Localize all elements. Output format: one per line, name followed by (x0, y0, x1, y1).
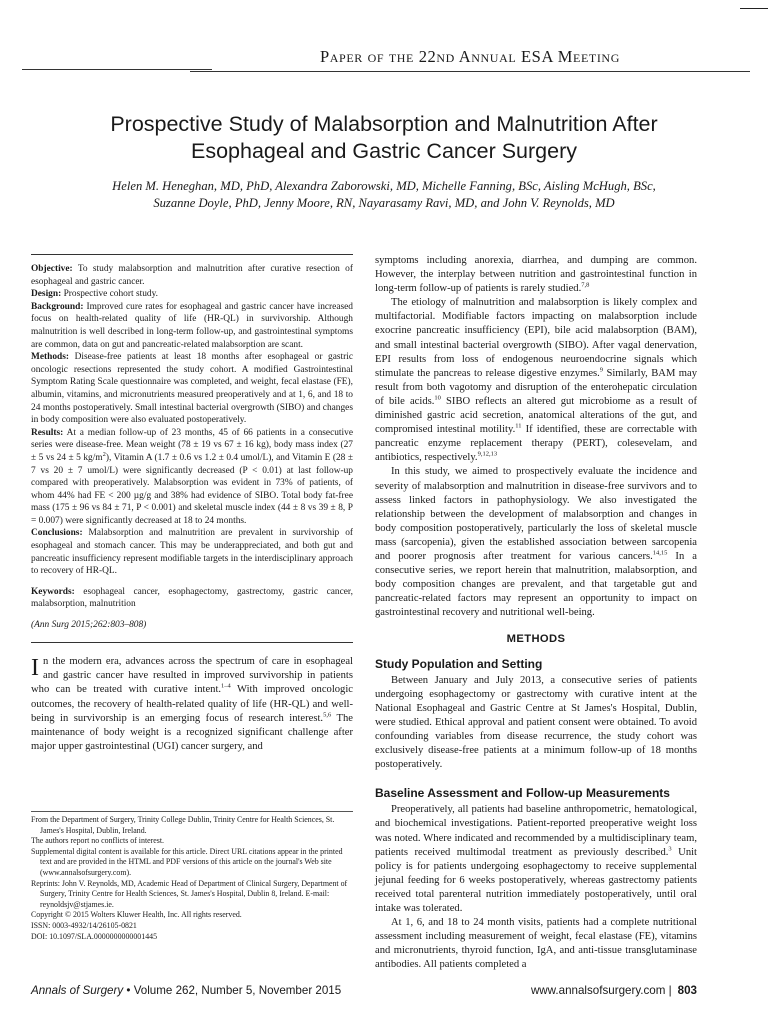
reprints-note: Reprints: John V. Reynolds, MD, Academic Head of Department of Clinical Surgery, Department of Surgery, Trinity Centre for Health Sciences, St. James's Hospital, Dublin 8, Ireland. E-mail: reynoldsjv@stjames.ie. (31, 878, 348, 909)
meeting-header: Paper of the 22nd Annual ESA Meeting (190, 47, 750, 72)
subheading-study-population: Study Population and Setting (375, 656, 543, 671)
keywords: Keywords: esophageal cancer, esophagectomy, gastrectomy, gastric cancer, malabsorption, malnutrition (31, 586, 353, 610)
abstract-methods: Methods: Disease-free patients at least 18 months after esophageal or gastric oncologic resections represented the study cohort. A modified Gastrointestinal Symptom Rating Scale questionnaire was completed, and weight, fecal elastase (FE), albumin, vitamins, and micronutrients measured preoperatively and at 1, 6, and 18 to 24 months postoperatively. Small intestinal bacterial overgrowth (SIBO) and changes in body composition were also evaluated postoperatively. (31, 352, 353, 426)
body-paragraph-6: At 1, 6, and 18 to 24 month visits, patients had a complete nutritional assessment including measurement of weight, fecal elastase (FE), vitamins and micronutrients, thyroid function, IgA, and anti-tissue transglutaminase antibodies. All patients completed a (375, 917, 697, 971)
body-paragraph-2: The etiology of malnutrition and malabsorption is likely complex and multifactorial. Modifiable factors impacting on malabsorption include exocrine pancreatic insufficiency (EPI), bile acid malabsorption (BAM), and small intestinal bacterial overgrowth (SIBO). After vagal denervation, EPI results from loss of endogenous neuroendocrine signals which stimulate the pancreas to release digestive enzymes.$^9$ Similarly, BAM may result from both vagotomy and disruption of the enterohepatic circulation of bile acids.$^{10}$ SIBO reflects an altered gut microbiome as a result of diminished gastric acid secretion, anatomical alterations of the gut, and compromised intestinal motility.$^{11}$ If identified, these are correctable with pancreatic enzyme replacement therapy (PERT), colesevelam, and antibiotics, respectively.$^{9,12,13}$ (375, 297, 697, 464)
methods-heading: METHODS (506, 633, 566, 646)
supplemental-note: Supplemental digital content is available for this article. Direct URL citations appear in the printed text and are provided in the HTML and PDF versions of this article on the journal's Web site (www.annalsofsurgery.com). (31, 846, 343, 877)
authors-line-2: Suzanne Doyle, PhD, Jenny Moore, RN, Nayarasamy Ravi, MD, and John V. Reynolds, MD (153, 196, 615, 210)
issn-note: ISSN: 0003-4932/14/26105-0821 (31, 920, 137, 930)
subheading-baseline-assessment: Baseline Assessment and Follow-up Measurements (375, 786, 670, 801)
abstract-conclusions: Conclusions: Malabsorption and malnutrition are prevalent in survivorship of esophageal and stomach cancer. This may be underappreciated, and both gut and pancreatic insufficiency represent modifiable targets in the interdisciplinary approach to recovery of HR-QL. (31, 528, 353, 577)
body-paragraph-5: Preoperatively, all patients had baseline anthropometric, hematological, and biochemical investigations. Patient-reported preoperative weight loss was noted. Where indicated and recommended by a multidisciplinary team, patients received multimodal treatment as previously described.$^3$ Unit policy is for patients undergoing esophagectomy to receive supplemental jejunal feeding for 6 weeks postoperatively, whereas gastrectomy patients received total parenteral nutrition immediately postoperatively, until oral intake was tolerated. (375, 804, 697, 915)
abstract-objective: Objective: To study malabsorption and malnutrition after curative resection of esophageal and gastric cancer. (31, 264, 353, 287)
title-line-1: Prospective Study of Malabsorption and Malnutrition After (110, 112, 658, 136)
copyright-note: Copyright © 2015 Wolters Kluwer Health, Inc. All rights reserved. (31, 910, 242, 920)
drop-cap: I (31, 654, 39, 681)
left-column (31, 254, 353, 755)
title-line-2: Esophageal and Gastric Cancer Surgery (190, 139, 577, 163)
affiliation-from: From the Department of Surgery, Trinity College Dublin, Trinity Centre for Health Sciences, St. James's Hospital, Dublin, Ireland. (31, 815, 335, 835)
corner-rule (740, 8, 768, 9)
intro-paragraph: In the modern era, advances across the spectrum of care in esophageal and gastric cancer have resulted in improved survivorship in patients who can be treated with curative intent.$^{1-4}$ With improved oncologic outcomes, the recovery of health-related quality of life (HR-QL) and well-being in survivorship is an emerging focus of research interest.$^{5,6}$ The maintenance of body weight is a recognized significant challenge after major upper gastrointestinal (UGI) cancer surgery, and (31, 654, 353, 753)
footer-journal-info: Annals of Surgery • Volume 262, Number 5, November 2015 (31, 984, 342, 997)
affiliations-footnote (31, 811, 353, 942)
abstract-background: Background: Improved cure rates for esophageal and gastric cancer have increased focus on health-related quality of life (HR-QL) in survivorship. Although malnutrition is well described in long-term follow-up, and gastrointestinal symptoms are common, data on gut and pancreatic-related malabsorption are scant. (31, 301, 353, 350)
journal-url: www.annalsofsurgery.com (530, 984, 666, 997)
abstract-results: Results: At a median follow-up of 23 months, 45 of 66 patients in a consecutive series were disease-free. Mean weight (78 ± 19 vs 67 ± 16 kg), body mass index (27 ± 5 vs 24 ± 5 $kg/m^2$), Vitamin A (1.7 ± 0.6 vs 1.2 ± 0.4 umol/L), and Vitamin E (28 ± 7 vs 20 ± 7 umol/L) were significantly decreased (P < 0.01) at last follow-up compared with preoperatively. Malabsorption was evident in 73% of patients, of whom 44% had FE < 200 µg/g and 38% had evidence of SIBO. Total body fat-free mass (175 ± 96 vs 84 ± 71, P < 0.001) and skeletal muscle index (44 ± 8 vs 39 ± 8, P = 0.007) were significantly decreased at 18 to 24 months. (31, 427, 354, 526)
page-number: 803 (677, 984, 697, 997)
author-list (30, 178, 738, 212)
authors-line-1: Helen M. Heneghan, MD, PhD, Alexandra Zaborowski, MD, Michelle Fanning, BSc, Aisling McHugh, BSc, (112, 179, 656, 193)
citation: (Ann Surg 2015;262:803–808) (31, 620, 147, 631)
body-paragraph-3: In this study, we aimed to prospectively evaluate the incidence and severity of malabsorption and malnutrition in disease-free survivors and to assess linked factors in pathophysiology. We also investigated the relationship between the development of malabsorption and changes in body composition postoperatively, particularly the loss of skeletal muscle mass (sarcopenia), given the established association between sarcopenia and poorer prognosis after treatment for various cancers.$^{14,15}$ In a consecutive series, we report herein that malnutrition, malabsorption, and body composition changes are prevalent, and that targetable gut and pancreatic-related factors may represent an opportunity to impact on gastrointestinal recovery and nutritional well-being. (375, 466, 697, 619)
abstract-design: Design: Prospective cohort study. (31, 289, 158, 300)
body-paragraph-4: Between January and July 2013, a consecutive series of patients undergoing esophagectomy or gastrectomy with curative intent at the National Esophageal and Gastric Centre at St James's Hospital, Dublin, were studied. Ethical approval and patient consent were obtained. To avoid confounding variables from disease recurrence, the study cohort was exclusively disease-free patients at a minimum follow-up of 18 months postoperatively. (375, 674, 697, 771)
footer-page-info: www.annalsofsurgery.com | 803 (530, 984, 697, 997)
conflicts-note: The authors report no conflicts of interest. (31, 836, 165, 846)
abstract-divider (31, 642, 353, 643)
body-paragraph-1: symptoms including anorexia, diarrhea, and dumping are common. However, the interplay between nutrition and gastrointestinal function in long-term follow-up of patients is rarely studied.$^{7,8}$ (375, 255, 697, 295)
abstract (31, 254, 353, 578)
header-rule (22, 69, 212, 70)
doi-note: DOI: 10.1097/SLA.0000000000001445 (31, 931, 158, 941)
article-title (30, 111, 738, 165)
right-column (375, 254, 697, 973)
